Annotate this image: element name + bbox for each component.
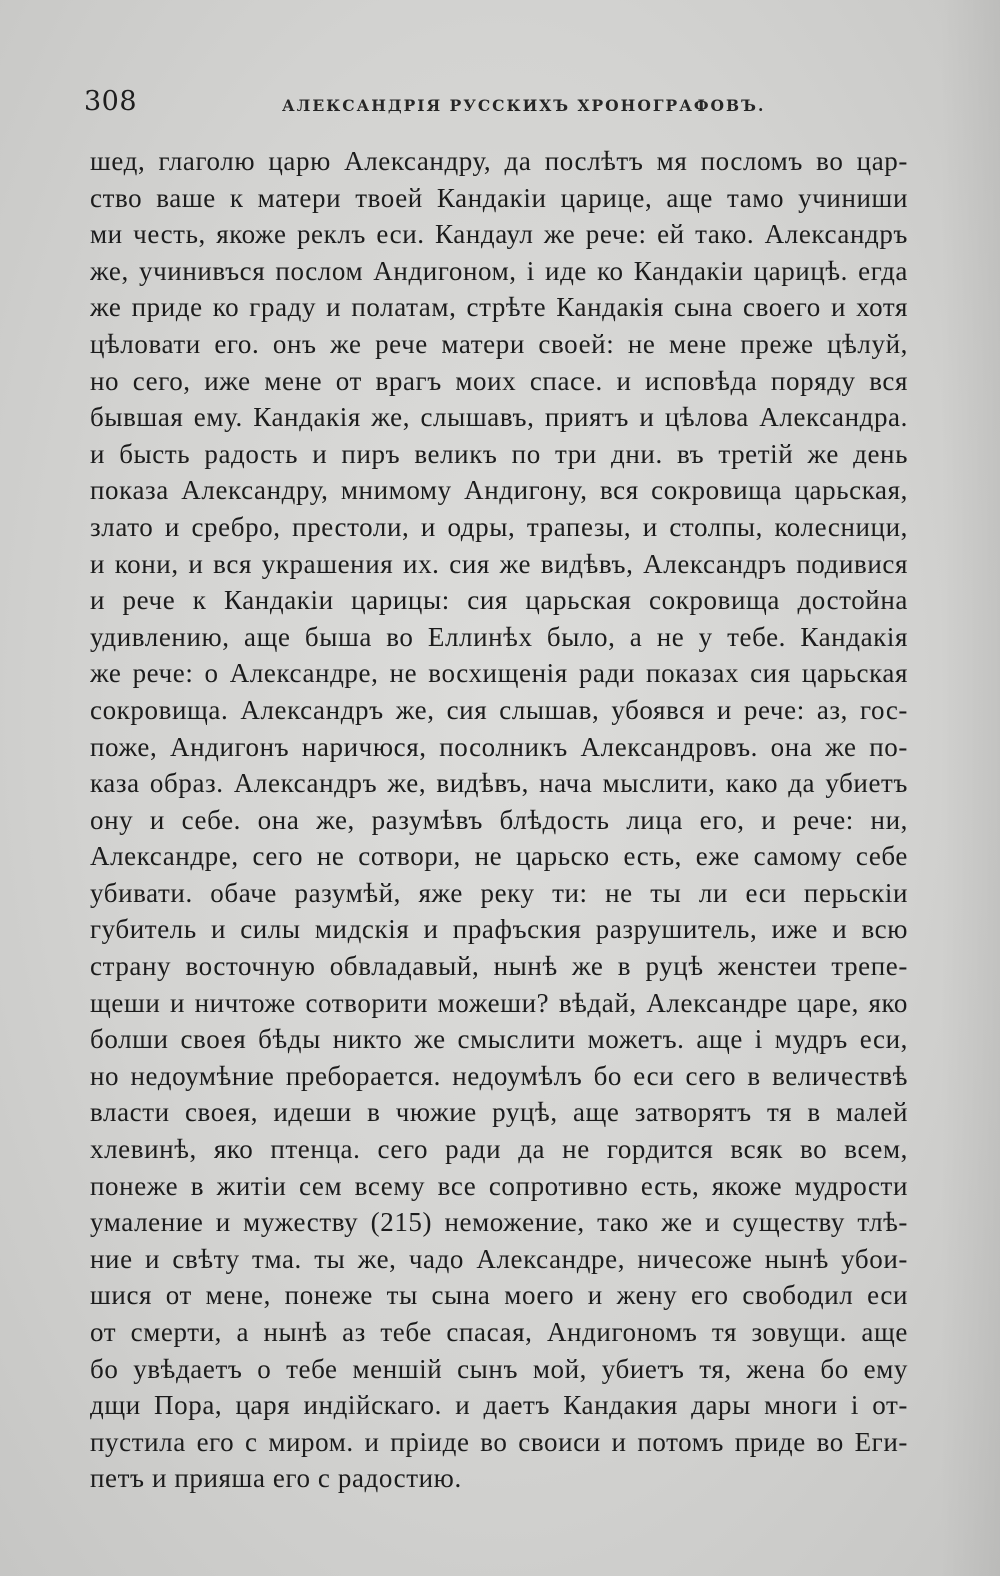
text-line: и бысть радость и пиръ великъ по три дни. въ третій же день	[90, 438, 908, 469]
text-line: же приде ко граду и полатам, стрѣте Кандакія сына своего и хотя	[90, 292, 908, 323]
text-line: и кони, и вся украшения их. сия же видѣвъ, Александръ подивися	[90, 548, 908, 579]
text-line: убивати. обаче разумѣй, яже реку ти: не ты ли еси перьскіи	[90, 877, 908, 908]
text-line: страну восточную обвладавый, нынѣ же в руцѣ женстеи трепе-	[90, 951, 908, 982]
text-line: щеши и ничтоже сотворити можеши? вѣдай, Александре царе, яко	[90, 987, 908, 1018]
text-line: но недоумѣние преборается. недоумѣлъ бо еси сего в величествѣ	[90, 1060, 908, 1091]
text-line: поже, Андигонъ наричюся, посолникъ Александровъ. она же по-	[90, 731, 908, 762]
text-line: власти своея, идеши в чюжие руцѣ, аще затворятъ тя в малей	[90, 1097, 908, 1128]
text-line: каза образ. Александръ же, видѣвъ, нача мыслити, како да убиетъ	[90, 768, 908, 799]
text-line: удивлению, аще быша во Еллинѣх было, а не у тебе. Кандакія	[90, 621, 908, 652]
text-line: петъ и прияша его с радостию.	[90, 1463, 462, 1494]
text-line: шися от мене, понеже ты сына моего и жену его свободил еси	[90, 1280, 908, 1311]
text-line: цѣловати его. онъ же рече матери своей: не мене преже цѣлуй,	[90, 328, 908, 359]
text-line: пустила его с миром. и пріиде во своиси и потомъ приде во Еги-	[90, 1426, 908, 1457]
text-line: сокровища. Александръ же, сия слышав, убоявся и рече: аз, гос-	[90, 694, 908, 725]
text-line: дщи Пора, царя индійскаго. и даетъ Кандакия дары многи і от-	[90, 1390, 908, 1421]
page-number: 308	[84, 86, 138, 117]
text-line: ми честь, якоже реклъ еси. Кандаул же рече: ей тако. Александръ	[90, 219, 908, 250]
text-line: же, учинивъся послом Андигоном, і иде ко Кандакіи царицѣ. егда	[90, 255, 908, 286]
text-line: умаление и мужеству (215) неможение, тако же и существу тлѣ-	[90, 1207, 908, 1238]
text-line: ство ваше к матери твоей Кандакіи царице, аще тамо учиниши	[90, 182, 908, 213]
text-line: же рече: о Александре, не восхищенія ради показах сия царьская	[90, 658, 908, 689]
body-text	[90, 143, 908, 1497]
text-line: шед, глаголю царю Александру, да послѣтъ мя посломъ во цар-	[90, 146, 908, 176]
text-line: Александре, сего не сотвори, не царьско есть, еже самому себе	[90, 841, 908, 872]
text-line: хлевинѣ, яко птенца. сего ради да не гордится всяк во всем,	[90, 1134, 908, 1165]
text-line: губитель и силы мидскія и прафъския разрушитель, иже и всю	[90, 914, 908, 945]
running-title: АЛЕКСАНДРІЯ РУССКИХЪ ХРОНОГРАФОВЪ.	[282, 96, 766, 115]
text-line: но сего, иже мене от врагъ моих спасе. и исповѣда поряду вся	[90, 365, 908, 396]
text-line: бывшая ему. Кандакія же, слышавъ, приятъ и цѣлова Александра.	[90, 402, 908, 433]
text-line: болши своея бѣды никто же смыслити можетъ. аще і мудръ еси,	[90, 1024, 908, 1055]
text-line: понеже в житіи сем всему все сопротивно есть, якоже мудрости	[90, 1170, 908, 1201]
text-line: злато и сребро, престоли, и одры, трапезы, и столпы, колесници,	[90, 511, 908, 542]
text-line: показа Александру, мнимому Андигону, вся сокровища царьская,	[90, 475, 908, 506]
text-line: и рече к Кандакіи царицы: сия царьская сокровища достойна	[90, 585, 908, 616]
text-line: бо увѣдаетъ о тебе меншій сынъ мой, убиетъ тя, жена бо ему	[90, 1353, 908, 1384]
running-head	[84, 86, 916, 126]
text-line: ние и свѣту тма. ты же, чадо Александре, ничесоже нынѣ убои-	[90, 1243, 908, 1274]
text-line: ону и себе. она же, разумѣвъ блѣдость лица его, и рече: ни,	[90, 804, 908, 835]
text-line: от смерти, а нынѣ аз тебе спасая, Андигономъ тя зовущи. аще	[90, 1317, 908, 1347]
